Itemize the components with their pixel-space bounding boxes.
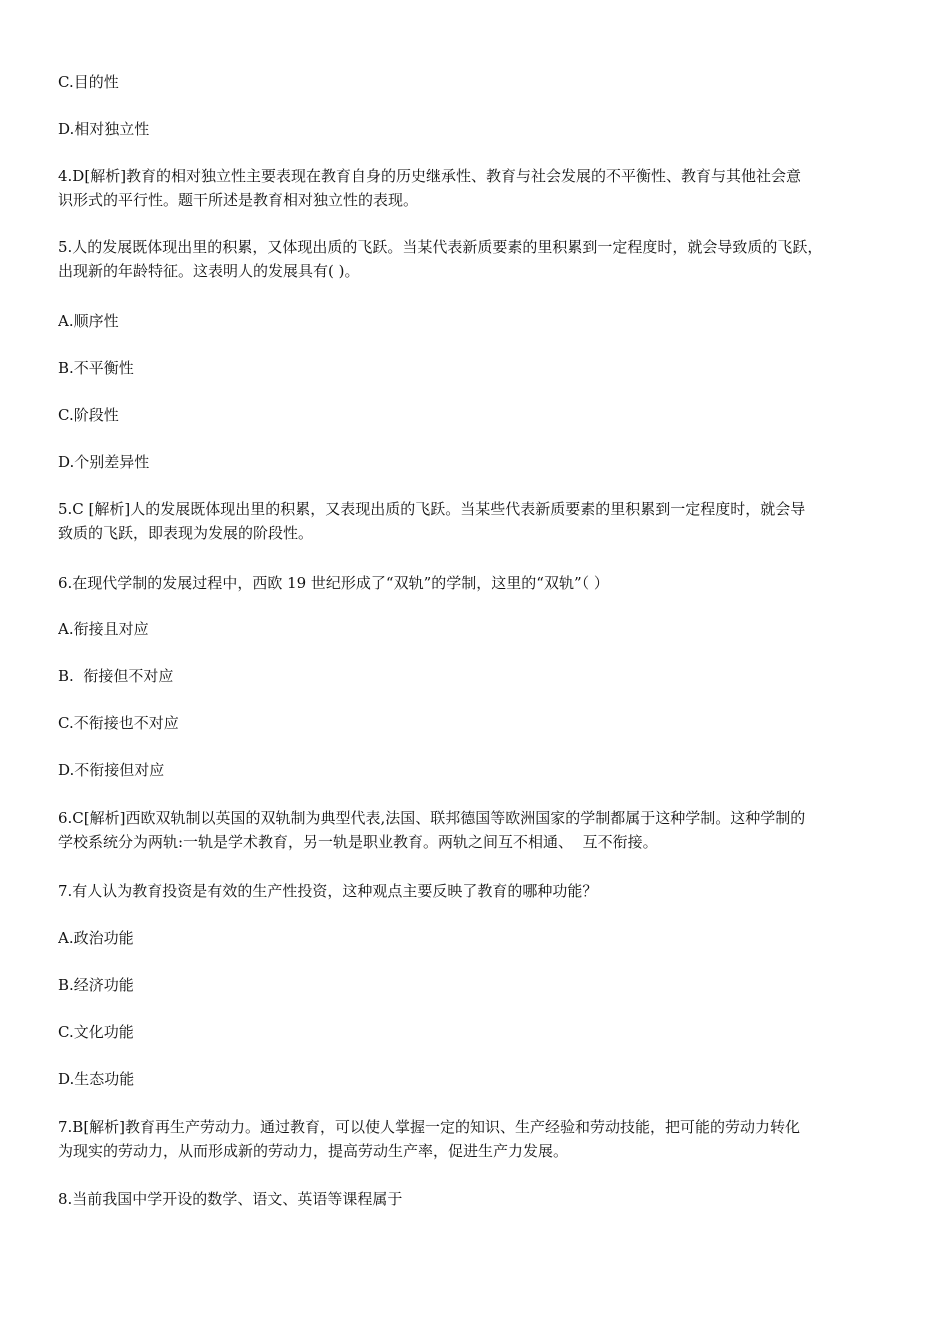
option-c-purposefulness: C.目的性 — [58, 73, 119, 91]
q5-option-c: C.阶段性 — [58, 406, 119, 424]
q6-option-d: D.不衔接但对应 — [58, 761, 165, 779]
q6-option-c: C.不衔接也不对应 — [58, 714, 179, 732]
question-7: 7.有人认为教育投资是有效的生产性投资，这种观点主要反映了教育的哪种功能？ — [58, 882, 598, 900]
answer-5-line-2: 致质的飞跃，即表现为发展的阶段性。 — [58, 524, 314, 542]
question-5 — [58, 235, 894, 283]
q5-option-a: A.顺序性 — [58, 312, 119, 330]
answer-5-line-1: 5.C [解析]人的发展既体现出里的积累，又表现出质的飞跃。当某些代表新质要素的里积累到一定程度时，就会导 — [58, 500, 806, 518]
q6-option-b: B. 衔接但不对应 — [58, 667, 174, 685]
option-d-relative-independence: D.相对独立性 — [58, 120, 150, 138]
answer-7-line-1: 7.B[解析]教育再生产劳动力。通过教育，可以使人掌握一定的知识、生产经验和劳动技能，把可能的劳动力转化 — [58, 1118, 801, 1136]
answer-4-line-2: 识形式的平行性。题干所述是教育相对独立性的表现。 — [58, 191, 419, 209]
q5-option-b: B.不平衡性 — [58, 359, 134, 377]
q7-option-b: B.经济功能 — [58, 976, 134, 994]
answer-4-line-1: 4.D[解析]教育的相对独立性主要表现在教育自身的历史继承性、教育与社会发展的不平衡性、教育与其他社会意 — [58, 167, 802, 185]
question-8: 8.当前我国中学开设的数学、语文、英语等课程属于 — [58, 1190, 403, 1208]
question-6: 6.在现代学制的发展过程中，西欧 19 世纪形成了“双轨”的学制，这里的“双轨”（ ） — [58, 574, 609, 592]
answer-6-line-1: 6.C[解析]西欧双轨制以英国的双轨制为典型代表,法国、联邦德国等欧洲国家的学制都属于这种学制。这种学制的 — [58, 809, 806, 827]
answer-5-explanation — [58, 497, 894, 545]
answer-7-explanation — [58, 1115, 894, 1163]
question-5-line-2: 出现新的年龄特征。这表明人的发展具有( )。 — [58, 262, 360, 280]
q7-option-a: A.政治功能 — [58, 929, 134, 947]
answer-7-line-2: 为现实的劳动力，从而形成新的劳动力，提高劳动生产率，促进生产力发展。 — [58, 1142, 569, 1160]
q7-option-d: D.生态功能 — [58, 1070, 135, 1088]
question-5-line-1: 5.人的发展既体现出里的积累，又体现出质的飞跃。当某代表新质要素的里积累到一定程度时，就会导致质的飞跃， — [58, 238, 823, 256]
q6-option-a: A.衔接且对应 — [58, 620, 149, 638]
answer-6-line-2: 学校系统分为两轨:一轨是学术教育，另一轨是职业教育。两轨之间互不相通、 互不衔接。 — [58, 833, 658, 851]
q7-option-c: C.文化功能 — [58, 1023, 134, 1041]
answer-4-explanation — [58, 164, 894, 212]
q5-option-d: D.个别差异性 — [58, 453, 150, 471]
answer-6-explanation — [58, 806, 894, 854]
